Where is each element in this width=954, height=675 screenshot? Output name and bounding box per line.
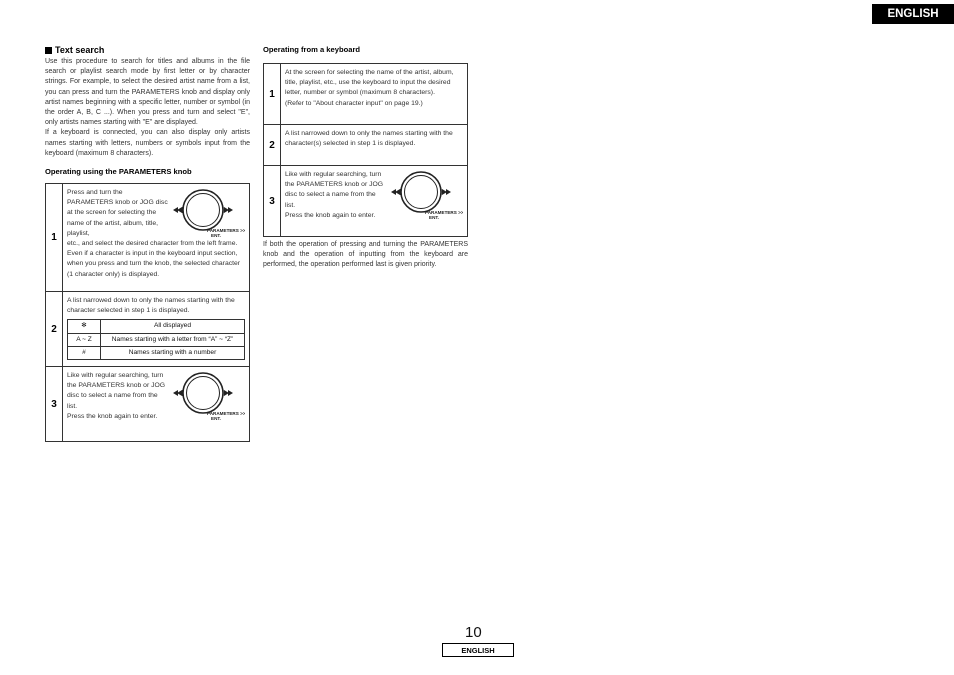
text-search-intro-keyboard: If a keyboard is connected, you can also display only artists names starting with letters, numbers or symbols input from the keyboard (maximum 8 characters). (45, 129, 250, 157)
keyboard-step-1-text2: (Refer to "About character input" on page 19.) (285, 99, 423, 107)
text-search-heading (45, 45, 250, 55)
knob-step-3 (46, 367, 250, 442)
left-column (45, 45, 250, 442)
svg-text:ENT.: ENT. (211, 233, 221, 239)
svg-text:PARAMETERS >>: PARAMETERS >> (207, 411, 245, 417)
text-search-intro: Use this procedure to search for titles and albums in the file search or playlist search mode by first letter or by character strings. For example, to select the desired artist name from a list, you can press and turn the PARAMETERS knob and display only artist names beginning with a specific letter, number or symbol (in the order A, B, C ...). When you press and turn and select "E", only artists names starting with "E" are displayed. (45, 58, 250, 127)
character-table (67, 319, 245, 360)
knob-step-1 (46, 184, 250, 292)
knob-step-1-text-b: etc., and select the desired character from the left frame. (67, 240, 238, 248)
step-number: 3 (264, 166, 281, 237)
keyboard-steps-table (263, 63, 468, 237)
svg-text:ENT.: ENT. (429, 215, 439, 220)
keyboard-step-1 (264, 64, 468, 125)
character-desc: All displayed (101, 320, 245, 333)
step-number: 2 (264, 125, 281, 166)
character-key: A ~ Z (68, 333, 101, 346)
keyboard-step-3 (264, 166, 468, 237)
character-row (68, 346, 245, 359)
knob-section-title: Operating using the PARAMETERS knob (45, 167, 192, 177)
right-column (263, 45, 468, 271)
keyboard-step-3-text2: Press the knob again to enter. (285, 211, 376, 219)
text-search-title: Text search (55, 45, 105, 55)
svg-text:ENT.: ENT. (211, 416, 221, 422)
keyboard-step-3-text: Like with regular searching, turn the PARAMETERS knob or JOG disc to select a name from the list. (285, 171, 384, 209)
knob-step-3-text: Like with regular searching, turn the PARAMETERS knob or JOG disc to select a name from the list. (67, 372, 166, 410)
language-tab: ENGLISH (872, 4, 954, 24)
knob-step-1-text-c: Even if a character is input in the keyboard input section, when you press and turn the knob, the selected character (1 character only) is displayed. (67, 250, 241, 278)
step-number: 2 (46, 292, 63, 367)
knob-step-1-text-a: Press and turn the PARAMETERS knob or JOG disc at the screen for selecting the name of the artist, album, title, playlist, (67, 189, 168, 237)
svg-text:PARAMETERS >>: PARAMETERS >> (425, 210, 463, 215)
square-bullet-icon (45, 47, 52, 54)
priority-note: If both the operation of pressing and turning the PARAMETERS knob and the operation of inputting from the keyboard are performed, the operation performed last is given priority. (263, 241, 468, 269)
parameters-knob-icon (389, 170, 463, 220)
step-number: 1 (46, 184, 63, 292)
keyboard-step-1-text: At the screen for selecting the name of the artist, album, title, playlist, etc., use the keyboard to input the desired letter, number or symbol (maximum 8 characters). (285, 69, 454, 97)
keyboard-section-title: Operating from a keyboard (263, 45, 361, 54)
knob-step-2 (46, 292, 250, 367)
character-key: # (68, 346, 101, 359)
step-number: 3 (46, 367, 63, 442)
character-row (68, 333, 245, 346)
parameters-knob-icon (171, 188, 245, 238)
step-number: 1 (264, 64, 281, 125)
keyboard-step-2-text: A list narrowed down to only the names starting with the character(s) selected in step 1 is displayed. (285, 130, 453, 148)
character-key: ✻ (68, 320, 101, 333)
character-row (68, 320, 245, 333)
character-desc: Names starting with a letter from “A” ~ “Z” (101, 333, 245, 346)
keyboard-step-2 (264, 125, 468, 166)
knob-steps-table (45, 183, 250, 442)
page-number: 10 (465, 624, 482, 641)
parameters-knob-icon (171, 371, 245, 421)
svg-text:PARAMETERS >>: PARAMETERS >> (207, 228, 245, 234)
knob-step-2-text: A list narrowed down to only the names starting with the character selected in step 1 is displayed. (67, 297, 235, 315)
character-desc: Names starting with a number (101, 346, 245, 359)
footer-language: ENGLISH (442, 643, 514, 657)
knob-step-3-text2: Press the knob again to enter. (67, 412, 158, 420)
